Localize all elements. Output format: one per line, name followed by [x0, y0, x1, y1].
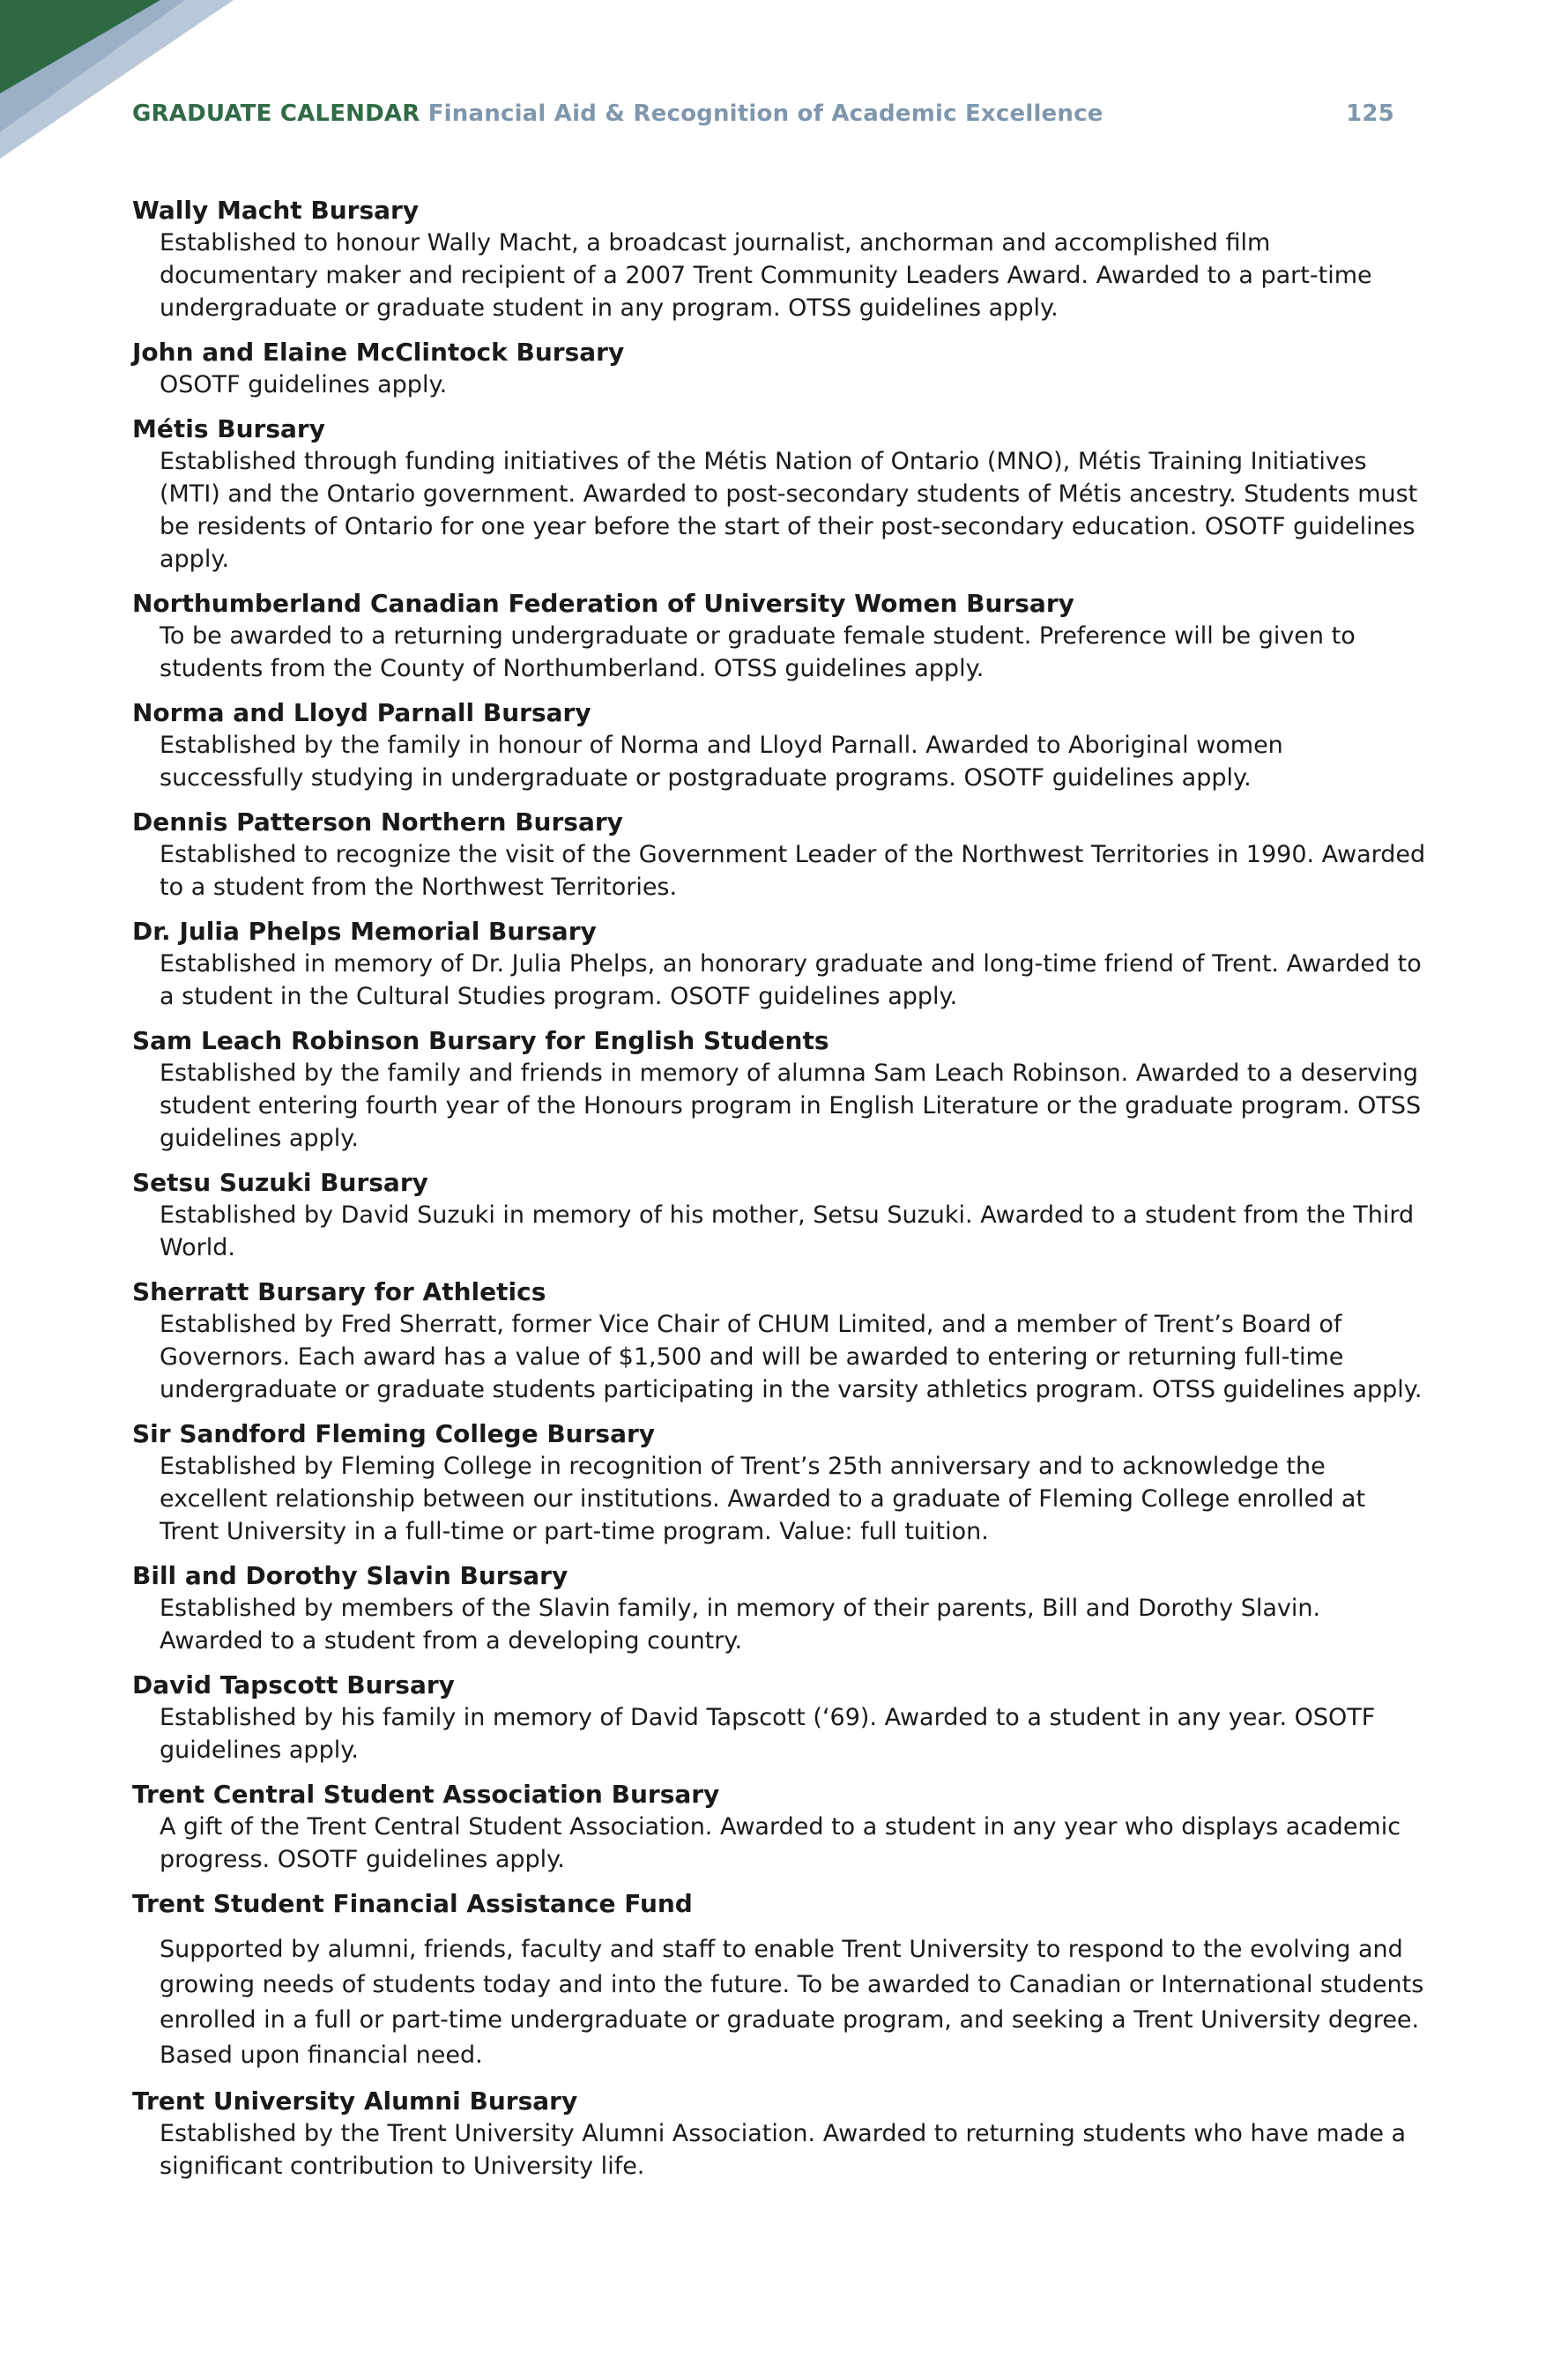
- bursary-title: Sam Leach Robinson Bursary for English Students: [132, 1026, 829, 1055]
- bursary-description: Established by the Trent University Alumni Association. Awarded to returning students who have made a significant contribution to University life.: [160, 2120, 1407, 2180]
- bursary-description: Established through funding initiatives of the Métis Nation of Ontario (MNO), Métis Training Initiatives (MTI) and the Ontario government. Awarded to post-secondary students of Métis ancestry. Students must be residents of Ontario for one year before the start of their post-secondary education. OSOTF guidelines apply.: [160, 448, 1418, 573]
- bursary-title: Trent Central Student Association Bursary: [132, 1780, 720, 1809]
- bursary-title: Wally Macht Bursary: [132, 196, 420, 225]
- bursary-description: Established by Fleming College in recognition of Trent’s 25th anniversary and to acknowledge the excellent relationship between our institutions. Awarded to a graduate of Fleming College enrolled at Trent University in a full-time or part-time program. Value: full tuition.: [160, 1453, 1366, 1545]
- bursary-description: Supported by alumni, friends, faculty and staff to enable Trent University to respond to the evolving and growing needs of students today and into the future. To be awarded to Canadian or International students enrolled in a full or part-time undergraduate or graduate program, and seeking a Trent University degree. Based upon financial need.: [160, 1936, 1424, 2069]
- corner-decoration: [0, 0, 264, 159]
- bursary-entry: [132, 1559, 1428, 1657]
- bursary-description: OSOTF guidelines apply.: [160, 371, 448, 398]
- bursary-title: Trent University Alumni Bursary: [132, 2086, 578, 2116]
- bursary-title: Setsu Suzuki Bursary: [132, 1168, 428, 1197]
- page-number: 125: [1346, 100, 1394, 127]
- bursary-description: Established to recognize the visit of the Government Leader of the Northwest Territories in 1990. Awarded to a student from the Northwest Territories.: [160, 841, 1426, 901]
- bursary-entry: [132, 696, 1428, 794]
- bursary-entry: [132, 587, 1428, 685]
- running-header: [132, 100, 1394, 127]
- bursary-description: Established by the family and friends in memory of alumna Sam Leach Robinson. Awarded to a deserving student entering fourth year of the Honours program in English Literature or the graduate program. OTSS guidelines apply.: [160, 1060, 1422, 1152]
- bursary-description: A gift of the Trent Central Student Association. Awarded to a student in any year who displays academic progress. OSOTF guidelines apply.: [160, 1813, 1401, 1873]
- bursary-description: Established by David Suzuki in memory of his mother, Setsu Suzuki. Awarded to a student from the Third World.: [160, 1201, 1415, 1261]
- bursary-entry: [132, 1024, 1428, 1155]
- bursary-description: To be awarded to a returning undergraduate or graduate female student. Preference will be given to students from the County of Northumberland. OTSS guidelines apply.: [160, 622, 1356, 682]
- bursary-description: Established by Fred Sherratt, former Vice Chair of CHUM Limited, and a member of Trent’s Board of Governors. Each award has a value of $1,500 and will be awarded to entering or returning full-time undergraduate or graduate students participating in the varsity athletics program. OTSS guidelines apply.: [160, 1311, 1423, 1403]
- bursary-title: Northumberland Canadian Federation of University Women Bursary: [132, 589, 1074, 618]
- bursary-title: Bill and Dorothy Slavin Bursary: [132, 1561, 568, 1590]
- header-section: Financial Aid & Recognition of Academic Excellence: [427, 100, 1103, 127]
- bursary-entry: [132, 1778, 1428, 1876]
- bursary-description: Established in memory of Dr. Julia Phelps, an honorary graduate and long-time friend of Trent. Awarded to a student in the Cultural Studies program. OSOTF guidelines apply.: [160, 950, 1422, 1010]
- bursary-entry: [132, 2085, 1428, 2183]
- bursary-title: Dennis Patterson Northern Bursary: [132, 807, 623, 837]
- bursary-title: Sherratt Bursary for Athletics: [132, 1277, 546, 1306]
- bursary-entry: [132, 1669, 1428, 1766]
- bursary-title: John and Elaine McClintock Bursary: [132, 338, 625, 367]
- bursary-title: Métis Bursary: [132, 414, 325, 443]
- bursary-entry: [132, 336, 1428, 401]
- bursary-entry: [132, 806, 1428, 904]
- bursary-list: [132, 194, 1428, 2194]
- header-series: GRADUATE CALENDAR: [132, 100, 420, 127]
- bursary-title: Dr. Julia Phelps Memorial Bursary: [132, 917, 597, 946]
- bursary-description: Established by the family in honour of Norma and Lloyd Parnall. Awarded to Aboriginal women successfully studying in undergraduate or postgraduate programs. OSOTF guidelines apply.: [160, 732, 1283, 792]
- bursary-entry: [132, 194, 1428, 324]
- bursary-entry: [132, 413, 1428, 576]
- bursary-entry: [132, 1276, 1428, 1406]
- bursary-title: Trent Student Financial Assistance Fund: [132, 1889, 693, 1918]
- bursary-title: Norma and Lloyd Parnall Bursary: [132, 698, 591, 727]
- bursary-entry: [132, 1166, 1428, 1264]
- bursary-entry: [132, 1417, 1428, 1548]
- bursary-description: Established by members of the Slavin family, in memory of their parents, Bill and Dorothy Slavin. Awarded to a student from a developing country.: [160, 1595, 1321, 1655]
- bursary-title: Sir Sandford Fleming College Bursary: [132, 1419, 656, 1448]
- bursary-entry: [132, 915, 1428, 1013]
- bursary-description: Established by his family in memory of David Tapscott (‘69). Awarded to a student in any year. OSOTF guidelines apply.: [160, 1704, 1376, 1764]
- bursary-description: Established to honour Wally Macht, a broadcast journalist, anchorman and accomplished film documentary maker and recipient of a 2007 Trent Community Leaders Award. Awarded to a part-time undergraduate or graduate student in any program. OTSS guidelines apply.: [160, 229, 1372, 322]
- bursary-title: David Tapscott Bursary: [132, 1670, 455, 1699]
- bursary-entry: [132, 1887, 1428, 2073]
